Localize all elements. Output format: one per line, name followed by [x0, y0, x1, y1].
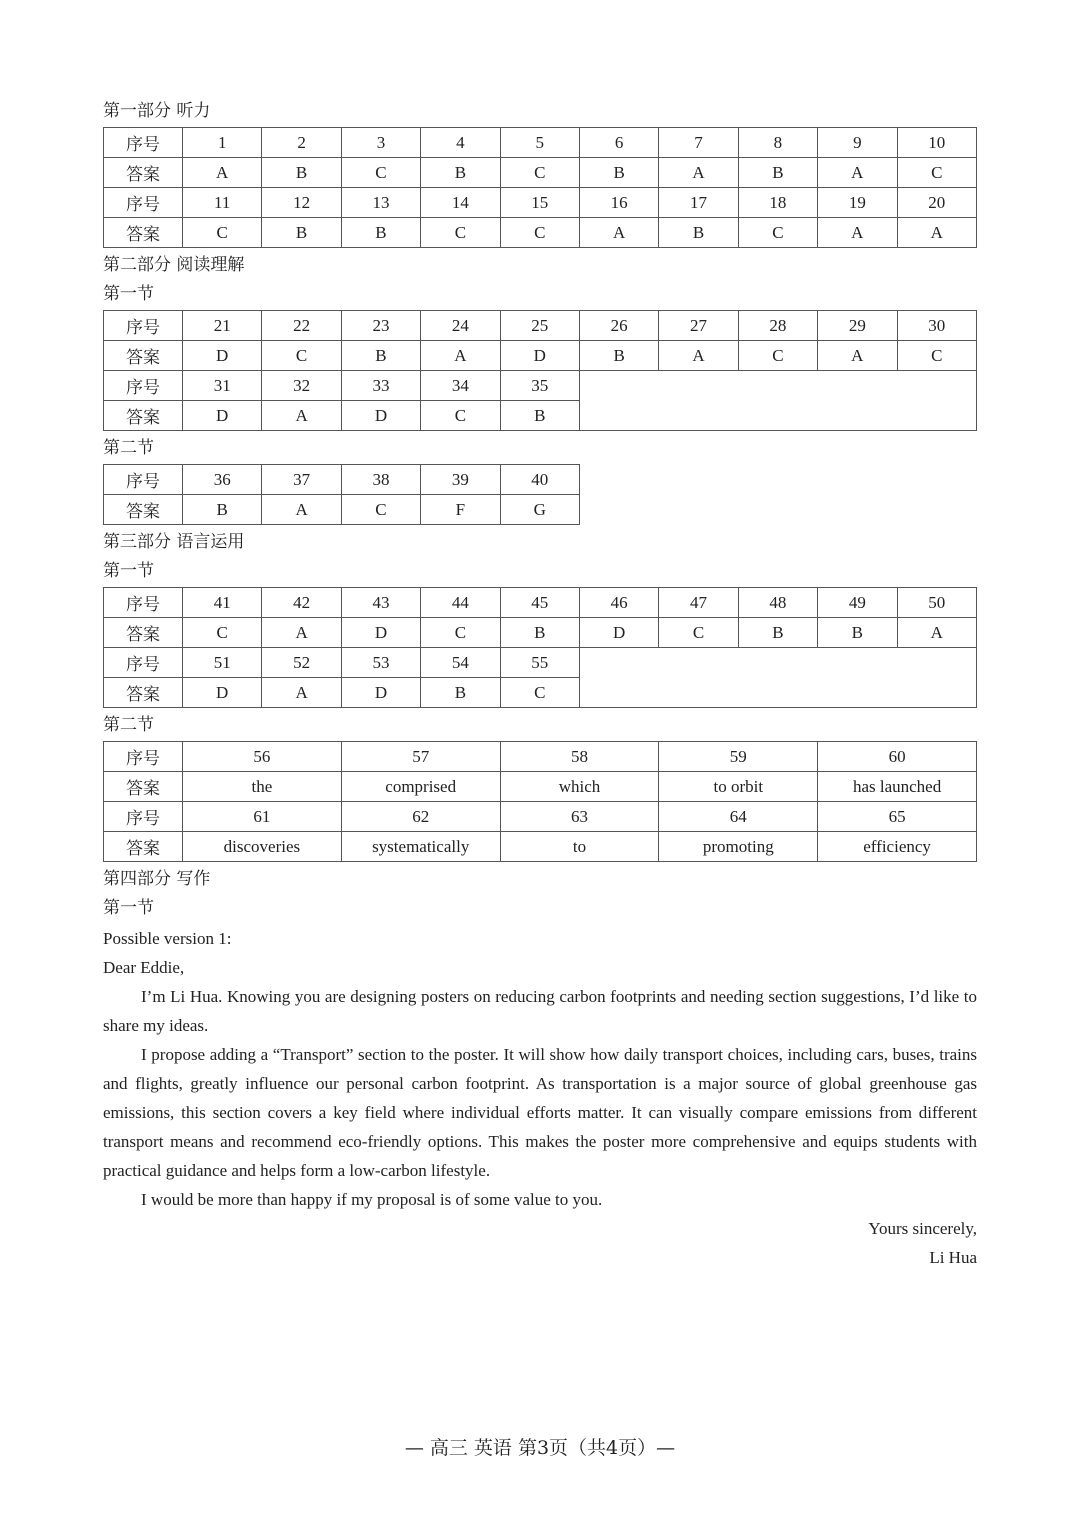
question-number-cell: 52 — [262, 648, 341, 678]
question-number-cell: 9 — [818, 128, 897, 158]
answer-cell: C — [183, 618, 262, 648]
answer-cell: G — [500, 495, 579, 525]
answer-cell: A — [579, 218, 658, 248]
question-number-cell: 7 — [659, 128, 738, 158]
answer-cell: B — [659, 218, 738, 248]
answer-cell: A — [897, 618, 976, 648]
answer-cell: B — [579, 158, 658, 188]
answer-cell: to — [500, 832, 659, 862]
question-number-cell: 63 — [500, 802, 659, 832]
question-number-cell: 65 — [818, 802, 977, 832]
question-number-cell: 35 — [500, 371, 579, 401]
question-number-cell: 38 — [341, 465, 420, 495]
row-label-number: 序号 — [104, 648, 183, 678]
question-number-cell: 46 — [579, 588, 658, 618]
question-number-cell: 47 — [659, 588, 738, 618]
question-number-cell: 16 — [579, 188, 658, 218]
answer-cell: comprised — [341, 772, 500, 802]
table-row — [104, 465, 580, 495]
answer-cell: A — [421, 341, 500, 371]
answer-cell: F — [421, 495, 500, 525]
row-label-answer: 答案 — [104, 618, 183, 648]
part2-section2-answer-table — [103, 464, 580, 525]
question-number-cell: 15 — [500, 188, 579, 218]
question-number-cell: 44 — [421, 588, 500, 618]
question-number-cell: 10 — [897, 128, 976, 158]
question-number-cell: 57 — [341, 742, 500, 772]
table-row — [104, 188, 977, 218]
answer-cell: C — [500, 678, 579, 708]
answer-cell: has launched — [818, 772, 977, 802]
answer-cell: promoting — [659, 832, 818, 862]
answer-cell: B — [738, 158, 817, 188]
answer-cell: B — [262, 218, 341, 248]
row-label-answer: 答案 — [104, 218, 183, 248]
question-number-cell: 28 — [738, 311, 817, 341]
question-number-cell: 4 — [421, 128, 500, 158]
question-number-cell: 18 — [738, 188, 817, 218]
question-number-cell: 2 — [262, 128, 341, 158]
part3-section2-heading: 第二节 — [103, 715, 154, 735]
answer-cell: A — [262, 678, 341, 708]
question-number-cell: 32 — [262, 371, 341, 401]
answer-cell: C — [738, 218, 817, 248]
row-label-answer: 答案 — [104, 678, 183, 708]
table-row — [104, 341, 977, 371]
row-label-number: 序号 — [104, 371, 183, 401]
table-row — [104, 495, 580, 525]
answer-cell: systematically — [341, 832, 500, 862]
table-row — [104, 218, 977, 248]
row-label-number: 序号 — [104, 588, 183, 618]
part1-heading: 第一部分 听力 — [103, 101, 211, 121]
answer-cell: A — [262, 618, 341, 648]
question-number-cell: 40 — [500, 465, 579, 495]
question-number-cell: 3 — [341, 128, 420, 158]
letter-paragraph-2: I propose adding a “Transport” section to the poster. It will show how daily transport choices, including cars, buses, trains and flights, greatly influence our personal carbon footprint. As transportation is a major source of global greenhouse gas emissions, this section covers a key field where individual efforts matter. It can visually compare emissions from different transport means and recommend eco-friendly options. This makes the poster more comprehensive and equips students with practical guidance and helps form a low-carbon lifestyle. — [103, 1045, 977, 1180]
answer-cell: A — [818, 341, 897, 371]
answer-cell: C — [341, 158, 420, 188]
answer-cell: to orbit — [659, 772, 818, 802]
table-row — [104, 618, 977, 648]
question-number-cell: 13 — [341, 188, 420, 218]
question-number-cell: 8 — [738, 128, 817, 158]
part3-section1-heading: 第一节 — [103, 561, 154, 581]
answer-cell: D — [341, 618, 420, 648]
question-number-cell: 42 — [262, 588, 341, 618]
answer-cell: B — [341, 218, 420, 248]
question-number-cell: 54 — [421, 648, 500, 678]
answer-cell: A — [659, 341, 738, 371]
answer-cell: C — [421, 401, 500, 431]
answer-cell: A — [183, 158, 262, 188]
question-number-cell: 1 — [183, 128, 262, 158]
row-label-answer: 答案 — [104, 341, 183, 371]
answer-cell: A — [659, 158, 738, 188]
row-label-number: 序号 — [104, 802, 183, 832]
answer-cell: C — [421, 618, 500, 648]
question-number-cell: 60 — [818, 742, 977, 772]
table-row — [104, 311, 977, 341]
table-row — [104, 648, 977, 678]
question-number-cell: 56 — [183, 742, 342, 772]
question-number-cell: 11 — [183, 188, 262, 218]
question-number-cell: 23 — [341, 311, 420, 341]
question-number-cell: 61 — [183, 802, 342, 832]
part1-answer-table — [103, 127, 977, 248]
question-number-cell: 55 — [500, 648, 579, 678]
table-row — [104, 742, 977, 772]
letter-paragraph-3: I would be more than happy if my proposal is of some value to you. — [141, 1190, 603, 1209]
question-number-cell: 33 — [341, 371, 420, 401]
row-label-number: 序号 — [104, 188, 183, 218]
question-number-cell: 5 — [500, 128, 579, 158]
answer-cell: C — [897, 158, 976, 188]
question-number-cell: 50 — [897, 588, 976, 618]
answer-cell: D — [500, 341, 579, 371]
part4-heading: 第四部分 写作 — [103, 869, 211, 889]
answer-cell: D — [579, 618, 658, 648]
answer-cell: B — [738, 618, 817, 648]
answer-cell: B — [341, 341, 420, 371]
table-row — [104, 772, 977, 802]
table-row — [104, 802, 977, 832]
question-number-cell: 64 — [659, 802, 818, 832]
question-number-cell: 14 — [421, 188, 500, 218]
answer-cell: C — [897, 341, 976, 371]
row-label-answer: 答案 — [104, 158, 183, 188]
answer-cell: D — [183, 678, 262, 708]
answer-cell: C — [659, 618, 738, 648]
row-label-answer: 答案 — [104, 832, 183, 862]
question-number-cell: 26 — [579, 311, 658, 341]
answer-cell: C — [500, 218, 579, 248]
version-label: Possible version 1: — [103, 929, 232, 948]
answer-cell: B — [500, 618, 579, 648]
row-label-number: 序号 — [104, 465, 183, 495]
signature: Li Hua — [929, 1248, 977, 1267]
part3-heading: 第三部分 语言运用 — [103, 532, 245, 552]
question-number-cell: 37 — [262, 465, 341, 495]
question-number-cell: 34 — [421, 371, 500, 401]
answer-cell: A — [818, 218, 897, 248]
question-number-cell: 53 — [341, 648, 420, 678]
question-number-cell: 29 — [818, 311, 897, 341]
table-row — [104, 371, 977, 401]
answer-cell: A — [818, 158, 897, 188]
question-number-cell: 21 — [183, 311, 262, 341]
row-label-number: 序号 — [104, 742, 183, 772]
question-number-cell: 17 — [659, 188, 738, 218]
question-number-cell: 48 — [738, 588, 817, 618]
question-number-cell: 30 — [897, 311, 976, 341]
table-row — [104, 128, 977, 158]
question-number-cell: 39 — [421, 465, 500, 495]
empty-cell — [579, 371, 976, 431]
part2-section2-heading: 第二节 — [103, 438, 154, 458]
question-number-cell: 36 — [183, 465, 262, 495]
answer-cell: which — [500, 772, 659, 802]
closing: Yours sincerely, — [868, 1219, 977, 1238]
part2-section1-answer-table — [103, 310, 977, 431]
part2-section1-heading: 第一节 — [103, 284, 154, 304]
table-row — [104, 588, 977, 618]
row-label-number: 序号 — [104, 311, 183, 341]
answer-cell: C — [262, 341, 341, 371]
row-label-number: 序号 — [104, 128, 183, 158]
table-row — [104, 158, 977, 188]
answer-cell: A — [897, 218, 976, 248]
answer-cell: C — [183, 218, 262, 248]
answer-cell: the — [183, 772, 342, 802]
question-number-cell: 51 — [183, 648, 262, 678]
answer-key-page — [103, 98, 977, 1272]
answer-cell: C — [341, 495, 420, 525]
answer-cell: D — [183, 401, 262, 431]
question-number-cell: 19 — [818, 188, 897, 218]
answer-cell: D — [341, 401, 420, 431]
answer-cell: discoveries — [183, 832, 342, 862]
part4-section1-heading: 第一节 — [103, 898, 154, 918]
part3-section2-answer-table — [103, 741, 977, 862]
question-number-cell: 49 — [818, 588, 897, 618]
answer-cell: B — [500, 401, 579, 431]
table-row — [104, 832, 977, 862]
answer-cell: D — [341, 678, 420, 708]
row-label-answer: 答案 — [104, 401, 183, 431]
answer-cell: C — [421, 218, 500, 248]
question-number-cell: 62 — [341, 802, 500, 832]
question-number-cell: 27 — [659, 311, 738, 341]
question-number-cell: 59 — [659, 742, 818, 772]
answer-cell: A — [262, 495, 341, 525]
salutation: Dear Eddie, — [103, 958, 185, 977]
question-number-cell: 45 — [500, 588, 579, 618]
part3-section1-answer-table — [103, 587, 977, 708]
letter-paragraph-1: I’m Li Hua. Knowing you are designing posters on reducing carbon footprints and needing section suggestions, I’d like to share my ideas. — [103, 987, 977, 1035]
question-number-cell: 58 — [500, 742, 659, 772]
part2-heading: 第二部分 阅读理解 — [103, 255, 245, 275]
question-number-cell: 24 — [421, 311, 500, 341]
question-number-cell: 20 — [897, 188, 976, 218]
empty-cell — [579, 648, 976, 708]
question-number-cell: 6 — [579, 128, 658, 158]
question-number-cell: 41 — [183, 588, 262, 618]
answer-cell: B — [421, 678, 500, 708]
question-number-cell: 25 — [500, 311, 579, 341]
answer-cell: C — [500, 158, 579, 188]
answer-cell: B — [183, 495, 262, 525]
answer-cell: B — [262, 158, 341, 188]
answer-cell: B — [818, 618, 897, 648]
answer-cell: D — [183, 341, 262, 371]
answer-cell: C — [738, 341, 817, 371]
row-label-answer: 答案 — [104, 495, 183, 525]
question-number-cell: 43 — [341, 588, 420, 618]
question-number-cell: 22 — [262, 311, 341, 341]
page-footer: — 高三 英语 第3页（共4页）— — [404, 1437, 676, 1459]
answer-cell: B — [421, 158, 500, 188]
question-number-cell: 12 — [262, 188, 341, 218]
answer-cell: B — [579, 341, 658, 371]
row-label-answer: 答案 — [104, 772, 183, 802]
sample-letter — [103, 924, 977, 1272]
answer-cell: A — [262, 401, 341, 431]
question-number-cell: 31 — [183, 371, 262, 401]
answer-cell: efficiency — [818, 832, 977, 862]
